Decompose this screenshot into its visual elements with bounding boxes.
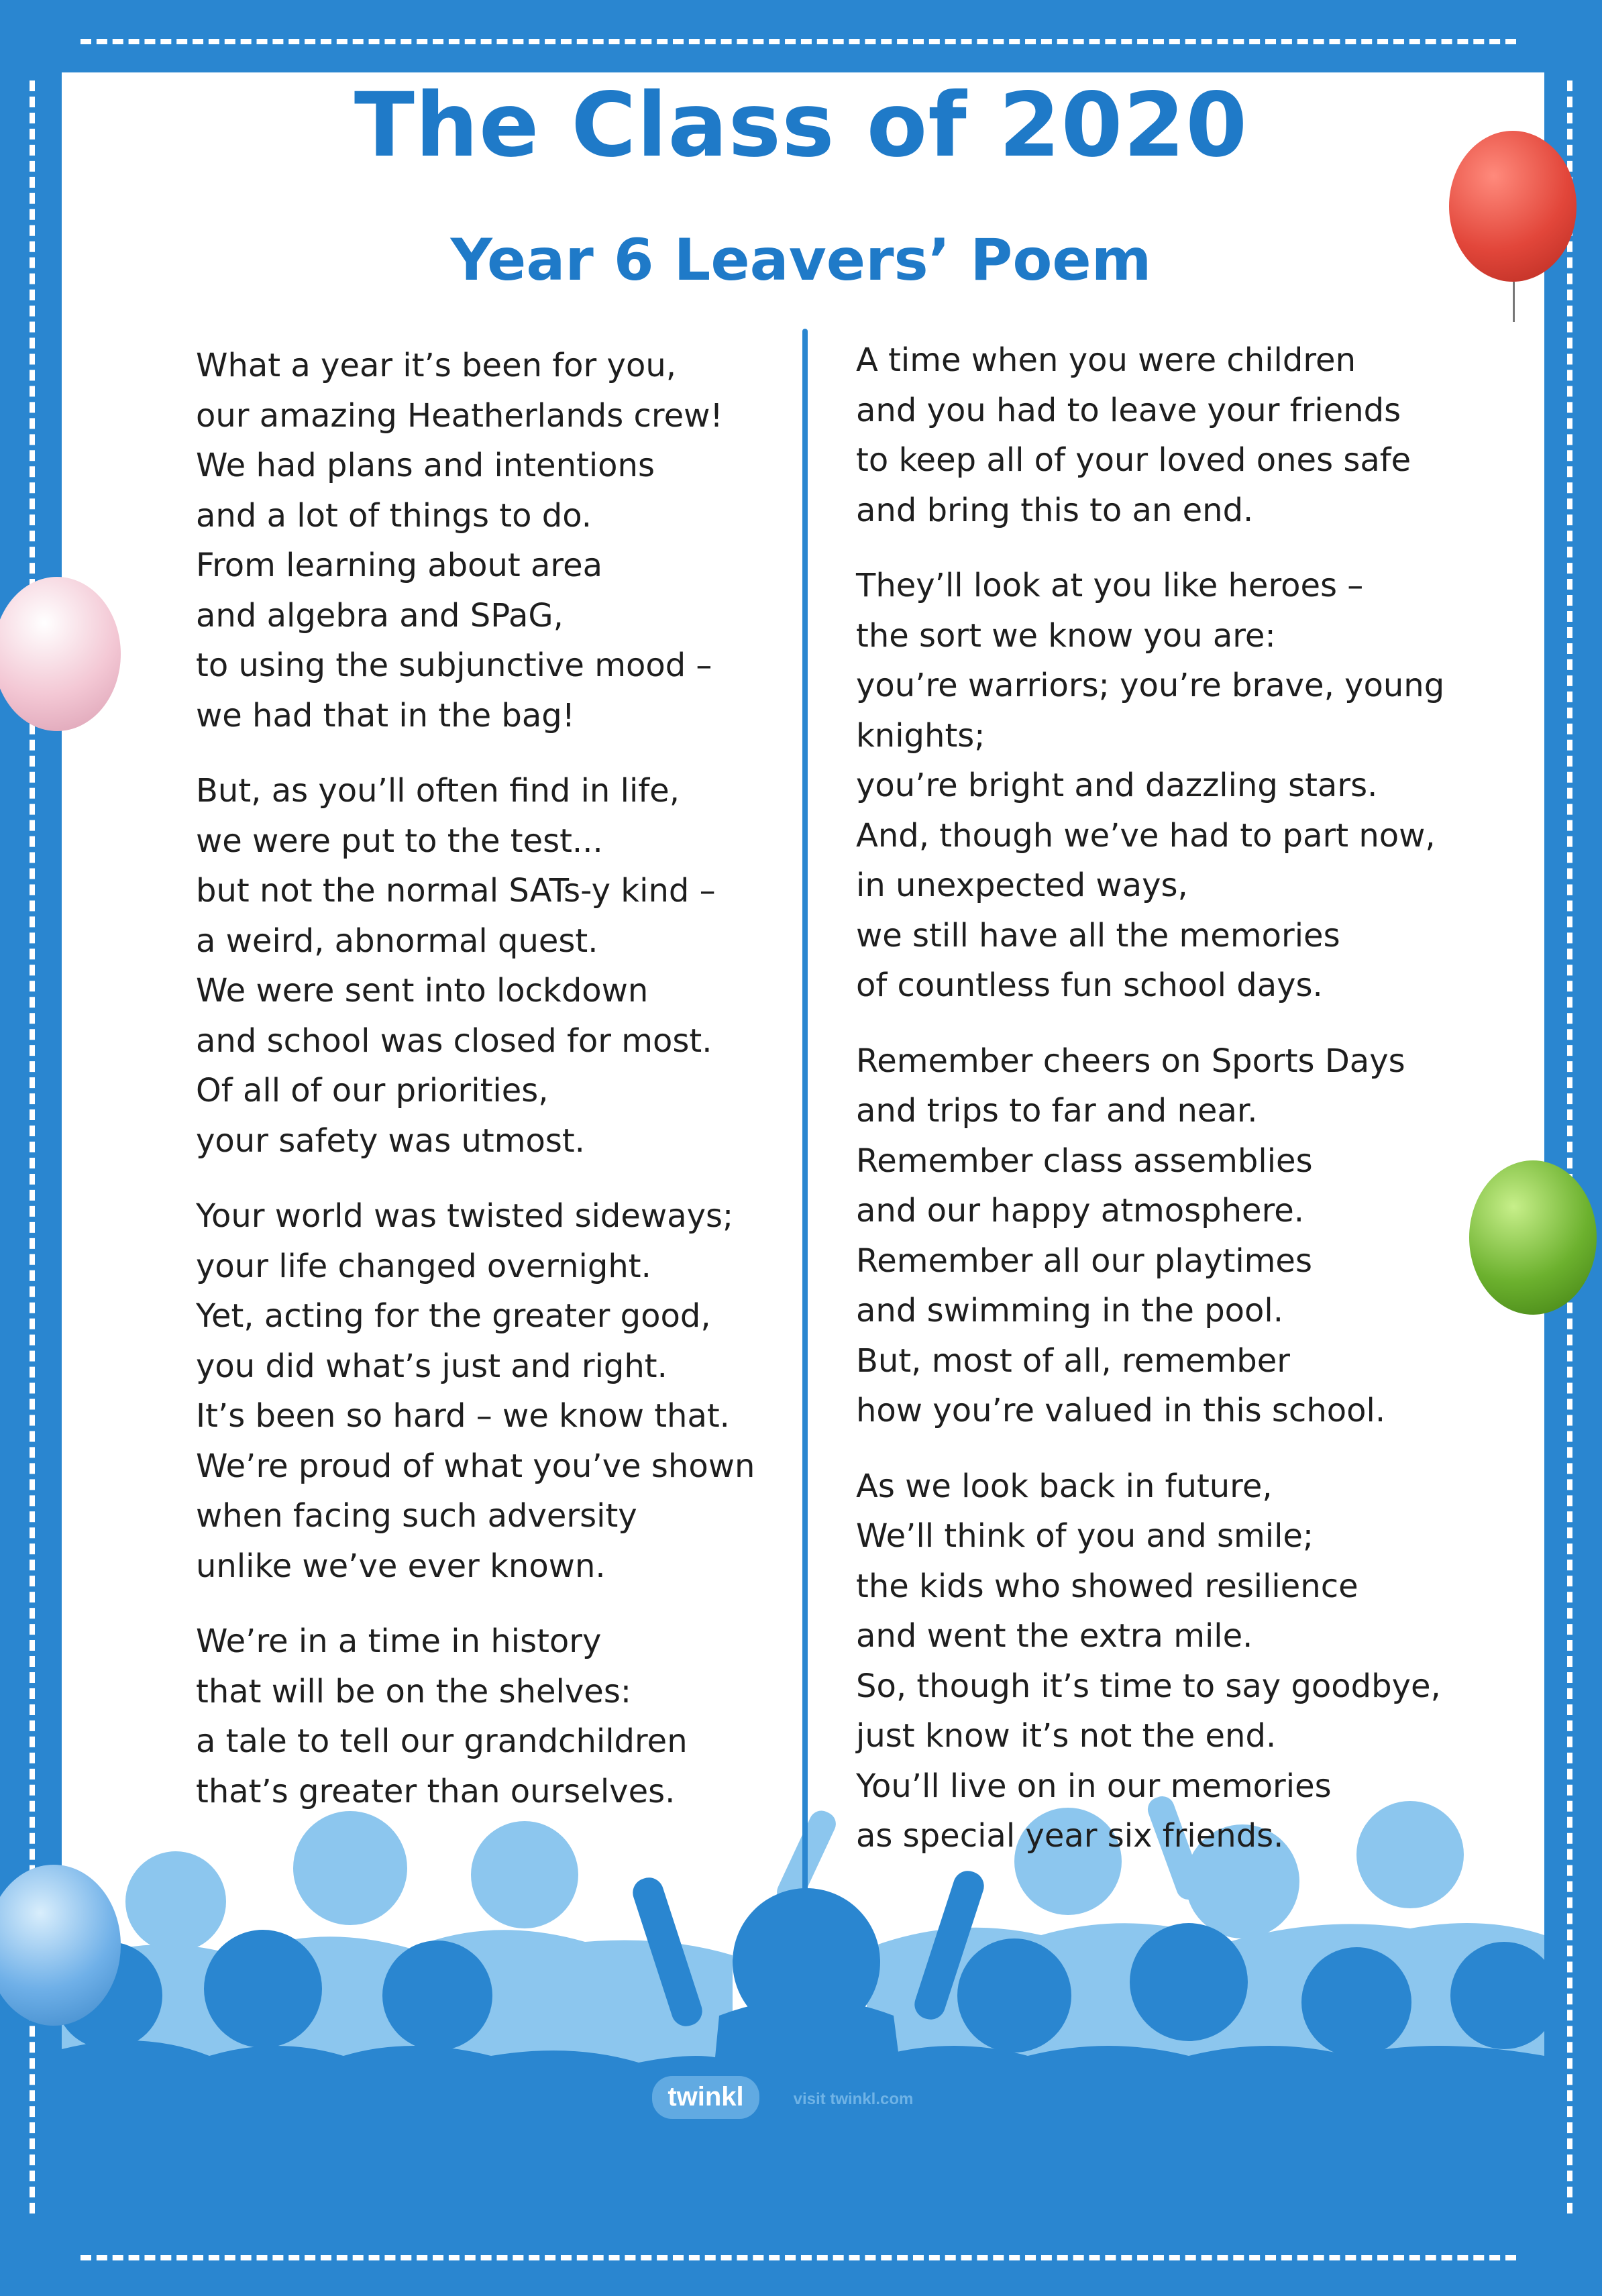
poem-line: the sort we know you are: bbox=[856, 616, 1276, 655]
poem-line: and a lot of things to do. bbox=[196, 496, 592, 535]
poem-line: We were sent into lockdown bbox=[196, 972, 649, 1009]
poem-line: and bring this to an end. bbox=[856, 491, 1254, 529]
poem-line: how you’re valued in this school. bbox=[856, 1392, 1386, 1429]
poem-line: and went the extra mile. bbox=[856, 1617, 1253, 1655]
page-title: The Class of 2020 bbox=[354, 74, 1248, 177]
poem-line: that will be on the shelves: bbox=[196, 1672, 632, 1710]
poem-line: You’ll live on in our memories bbox=[856, 1767, 1332, 1805]
poem-line: But, most of all, remember bbox=[856, 1342, 1291, 1380]
twinkl-logo-text: twinkl bbox=[668, 2082, 744, 2112]
poem-stanza bbox=[856, 561, 1473, 1011]
poem-line: Remember cheers on Sports Days bbox=[856, 1042, 1405, 1080]
poem-line: to using the subjunctive mood – bbox=[196, 647, 712, 684]
poem-stanza bbox=[856, 1462, 1473, 1861]
poem-stanza bbox=[196, 1191, 813, 1591]
poem-line: Your world was twisted sideways; bbox=[196, 1197, 734, 1235]
poem-line: So, though it’s time to say goodbye, bbox=[856, 1667, 1441, 1705]
poem-line: Yet, acting for the greater good, bbox=[196, 1297, 711, 1335]
poem-line: that’s greater than ourselves. bbox=[196, 1772, 676, 1810]
border-dash-top bbox=[81, 39, 1516, 44]
poem-stanza bbox=[196, 1617, 813, 1816]
poem-line: in unexpected ways, bbox=[856, 867, 1188, 904]
poem-line: you’re bright and dazzling stars. bbox=[856, 767, 1378, 804]
poem-line: we were put to the test... bbox=[196, 822, 603, 860]
poem-line: just know it’s not the end. bbox=[856, 1717, 1277, 1755]
poem-line: and algebra and SPaG, bbox=[196, 596, 564, 635]
poem-left-column bbox=[196, 341, 813, 1842]
poem-line: We’re in a time in history bbox=[196, 1623, 602, 1660]
border-bottom bbox=[0, 2224, 1602, 2296]
poem-line: From learning about area bbox=[196, 547, 603, 584]
green-balloon-icon bbox=[1469, 1160, 1597, 1315]
poem-line: and our happy atmosphere. bbox=[856, 1192, 1305, 1229]
poem-line: and swimming in the pool. bbox=[856, 1292, 1284, 1329]
poem-line: your safety was utmost. bbox=[196, 1122, 585, 1160]
poem-line: It’s been so hard – we know that. bbox=[196, 1397, 730, 1435]
poem-line: We’ll think of you and smile; bbox=[856, 1517, 1314, 1555]
poem-line: to keep all of your loved ones safe bbox=[856, 441, 1411, 479]
poem-right-column bbox=[856, 335, 1473, 1887]
poem-line: and trips to far and near. bbox=[856, 1092, 1258, 1130]
poem-line: the kids who showed resilience bbox=[856, 1567, 1358, 1605]
poem-line: your life changed overnight. bbox=[196, 1247, 651, 1285]
poem-line: you did what’s just and right. bbox=[196, 1347, 668, 1385]
poem-line: our amazing Heatherlands crew! bbox=[196, 396, 723, 435]
poem-line: of countless fun school days. bbox=[856, 967, 1323, 1004]
poem-line: Remember class assemblies bbox=[856, 1142, 1313, 1180]
poem-stanza bbox=[196, 341, 813, 741]
poem-line: and school was closed for most. bbox=[196, 1022, 712, 1060]
poem-line: when facing such adversity bbox=[196, 1497, 637, 1535]
poem-line: What a year it’s been for you, bbox=[196, 347, 676, 384]
poem-line: And, though we’ve had to part now, bbox=[856, 816, 1436, 855]
poem-line: We had plans and intentions bbox=[196, 447, 655, 484]
poem-line: knights; bbox=[856, 716, 985, 755]
poem-line: But, as you’ll often find in life, bbox=[196, 772, 680, 810]
poem-line: We’re proud of what you’ve shown bbox=[196, 1447, 755, 1485]
poem-line: as special year six friends. bbox=[856, 1817, 1284, 1855]
poem-stanza bbox=[856, 1036, 1473, 1436]
poem-line: but not the normal SATs-y kind – bbox=[196, 872, 716, 910]
poem-line: we had that in the bag! bbox=[196, 696, 575, 734]
border-dash-right bbox=[1567, 80, 1572, 2213]
poem-line: and you had to leave your friends bbox=[856, 391, 1401, 429]
border-dash-bottom bbox=[81, 2255, 1516, 2260]
poem-line: we still have all the memories bbox=[856, 916, 1340, 954]
poem-line: Remember all our playtimes bbox=[856, 1242, 1312, 1280]
poem-line: a tale to tell our grandchildren bbox=[196, 1723, 688, 1760]
poem-stanza bbox=[856, 335, 1473, 535]
twinkl-url-text: visit twinkl.com bbox=[793, 2090, 914, 2108]
border-right bbox=[1544, 0, 1602, 2296]
poem-line: you’re warriors; you’re brave, young bbox=[856, 667, 1445, 704]
page-subtitle: Year 6 Leavers’ Poem bbox=[450, 227, 1152, 294]
poem-line: a weird, abnormal quest. bbox=[196, 922, 598, 960]
poem-line: A time when you were children bbox=[856, 341, 1356, 379]
poem-line: Of all of our priorities, bbox=[196, 1072, 549, 1109]
poem-stanza bbox=[196, 766, 813, 1166]
poem-line: As we look back in future, bbox=[856, 1467, 1273, 1505]
border-top bbox=[0, 0, 1602, 72]
poem-line: They’ll look at you like heroes – bbox=[856, 567, 1364, 604]
poem-line: unlike we’ve ever known. bbox=[196, 1547, 606, 1585]
